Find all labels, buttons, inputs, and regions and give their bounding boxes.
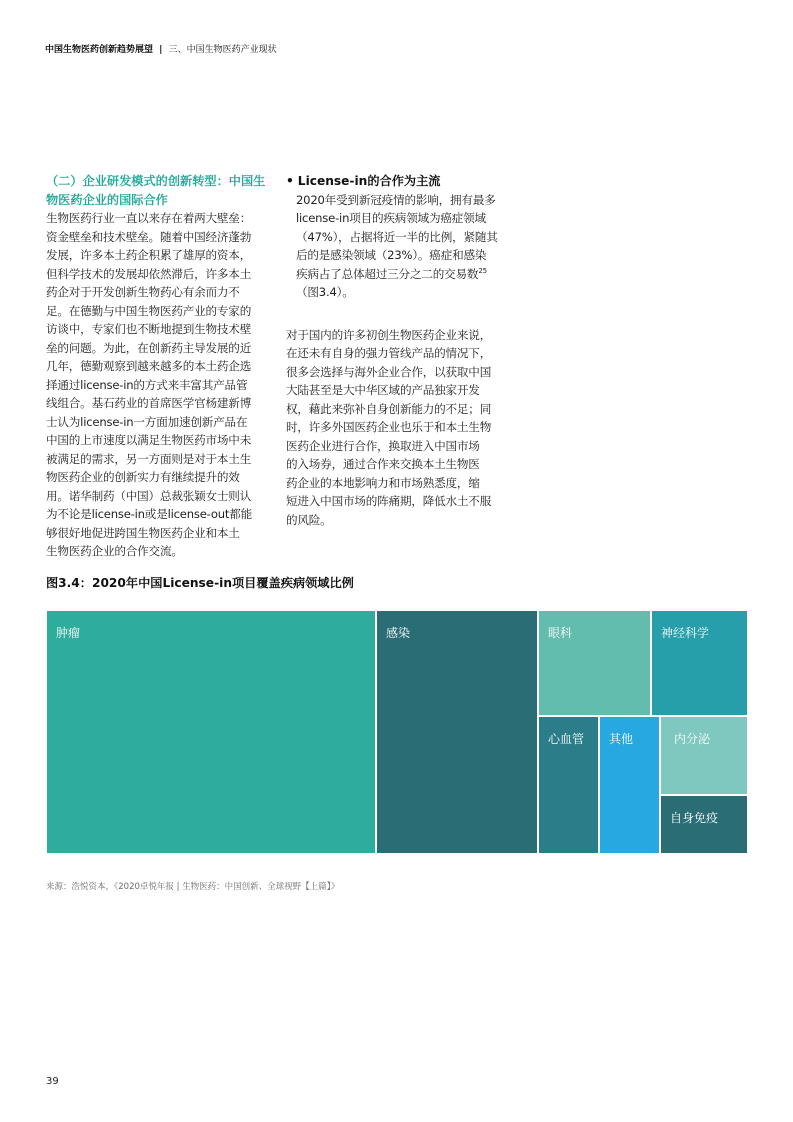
treemap-tile <box>538 716 599 854</box>
bullet-line: 后的是感染领域（23%）。癌症和感染 <box>296 248 487 262</box>
treemap-tile <box>651 610 748 716</box>
text-line: 的风险。 <box>286 512 332 527</box>
treemap-tile-label: 肿瘤 <box>56 626 81 640</box>
header-title: 中国生物医药创新趋势展望 <box>45 45 154 55</box>
treemap-tile <box>376 610 538 854</box>
bullet-line: （47%），占据将近一半的比例，紧随其 <box>296 229 498 244</box>
treemap-tile <box>660 795 748 854</box>
treemap-tile <box>599 716 660 854</box>
running-header <box>45 42 277 55</box>
treemap-tile-label: 其他 <box>609 732 634 746</box>
text-line: 药企对于开发创新生物药心有余而力不 <box>46 285 240 299</box>
text-line: 生物医药行业一直以来存在着两大壁垒： <box>46 211 252 225</box>
figure-source: 来源：浩悦资本，《2020卓悦年报 | 生物医药：中国创新、全球视野【上篇】》 <box>46 882 340 892</box>
treemap-tile-label: 内分泌 <box>674 732 711 746</box>
text-line: 线组合。基石药业的首席医学官杨建新博 <box>46 396 252 410</box>
bullet-title: License-in的合作为主流 <box>297 174 441 188</box>
left-column <box>46 172 272 561</box>
text-line: 很多会选择与海外企业合作，以获取中国 <box>286 364 492 379</box>
header-section: 三、中国生物医药产业现状 <box>168 45 277 55</box>
text-line: 药企业的本地影响力和市场熟悉度，缩 <box>286 475 480 490</box>
text-line: 权，藉此来弥补自身创新能力的不足；同 <box>286 401 492 416</box>
bullet-heading <box>286 172 510 191</box>
treemap-tile-label: 眼科 <box>548 626 573 640</box>
left-body-text <box>46 209 272 561</box>
text-line: 时，许多外国医药企业也乐于和本土生物 <box>286 420 492 434</box>
bullet-line-text: 疾病占了总体超过三分之二的交易数 <box>296 266 479 281</box>
text-line: 物医药企业的创新实力有继续提升的效 <box>46 470 240 484</box>
text-line: 几年，德勤观察到越来越多的本土药企选 <box>46 359 252 373</box>
treemap-tile-label: 自身免疫 <box>670 811 719 825</box>
text-line: 但科学技术的发展却依然滞后，许多本土 <box>46 266 252 281</box>
bullet-line <box>296 265 510 284</box>
text-line: 被满足的需求，另一方面则是对于本土生 <box>46 451 252 466</box>
text-line: 对于国内的许多初创生物医药企业来说， <box>286 327 492 342</box>
treemap-tile-label: 神经科学 <box>661 626 710 640</box>
bullet-line: 2020年受到新冠疫情的影响，拥有最多 <box>296 192 496 207</box>
text-line: 垒的问题。为此，在创新药主导发展的近 <box>46 340 252 355</box>
text-line: 士认为license-in一方面加速创新产品在 <box>46 414 248 429</box>
right-paragraph <box>286 326 510 530</box>
bullet-line: （图3.4）。 <box>296 285 354 299</box>
text-line: 的入场券，通过合作来交换本土生物医 <box>286 457 480 471</box>
text-line: 够很好地促进跨国生物医药企业和本土 <box>46 525 240 540</box>
text-line: 择通过license-in的方式来丰富其产品管 <box>46 377 248 392</box>
footnote-ref: 25 <box>478 266 487 275</box>
section-heading-line-2: 物医药企业的国际合作 <box>46 192 168 207</box>
text-line: 短进入中国市场的阵痛期，降低水土不服 <box>286 494 492 508</box>
bullet-body <box>286 191 510 302</box>
bullet-dot: • <box>286 174 294 188</box>
text-line: 生物医药企业的合作交流。 <box>46 544 183 558</box>
right-column <box>286 172 510 529</box>
text-line: 医药企业进行合作，换取进入中国市场 <box>286 438 480 453</box>
text-line: 大陆甚至是大中华区域的产品独家开发 <box>286 383 480 397</box>
bullet-line: license-in项目的疾病领域为癌症领域 <box>296 211 486 225</box>
text-line: 用。诺华制药（中国）总裁张颖女士则认 <box>46 488 252 503</box>
text-line: 发展，许多本土药企积累了雄厚的资本， <box>46 248 252 262</box>
text-line: 中国的上市速度以满足生物医药市场中未 <box>46 433 252 447</box>
text-line: 足。在德勤与中国生物医药产业的专家的 <box>46 303 252 318</box>
treemap-tile <box>46 610 376 854</box>
text-line: 在还未有自身的强力管线产品的情况下， <box>286 346 492 360</box>
treemap-tile-label: 心血管 <box>548 732 585 746</box>
text-line: 访谈中，专家们也不断地提到生物技术壁 <box>46 322 252 336</box>
section-heading-line-1: （二）企业研发模式的创新转型：中国生 <box>46 174 266 188</box>
text-line: 资金壁垒和技术壁垒。随着中国经济蓬勃 <box>46 229 252 244</box>
header-separator: | <box>159 45 163 55</box>
treemap-chart <box>46 610 748 854</box>
treemap-tile <box>660 716 748 795</box>
treemap-tile-label: 感染 <box>386 626 411 640</box>
figure-title: 图3.4：2020年中国License-in项目覆盖疾病领域比例 <box>46 576 354 590</box>
text-line: 为不论是license-in或是license-out都能 <box>46 507 253 521</box>
treemap-tile <box>538 610 651 716</box>
page-number: 39 <box>46 1076 59 1087</box>
